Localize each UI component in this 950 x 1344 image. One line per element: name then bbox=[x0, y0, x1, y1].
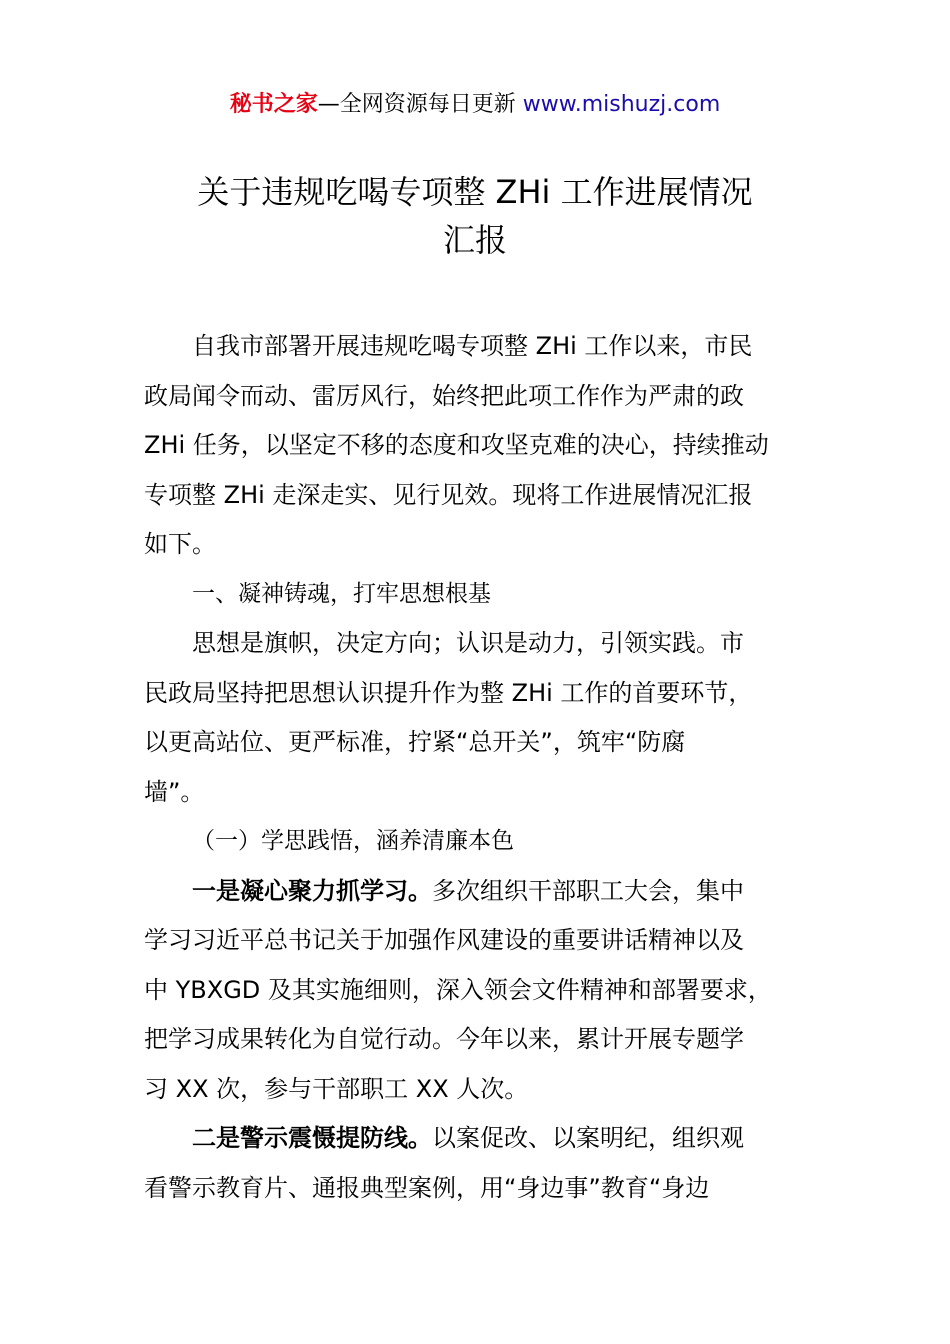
site-header bbox=[0, 88, 950, 122]
title-line-2: 汇报 bbox=[442, 221, 507, 259]
paragraph-line bbox=[144, 867, 808, 917]
text-run: 自我市部署开展违规吃喝专项整 ZHi 工作以来，市民 bbox=[192, 332, 753, 360]
heading-text: （一）学思践悟，涵养清廉本色 bbox=[192, 828, 514, 854]
text-run: 习 XX 次，参与干部职工 XX 人次。 bbox=[144, 1074, 529, 1103]
paragraph-line bbox=[144, 520, 808, 570]
paragraph-line bbox=[144, 916, 808, 966]
site-url-link[interactable]: www.mishuzj.com bbox=[522, 92, 721, 117]
paragraph-line bbox=[144, 619, 808, 669]
text-run: 以案促改、以案明纪，组织观 bbox=[432, 1124, 744, 1152]
text-run: 多次组织干部职工大会，集中 bbox=[432, 876, 744, 905]
site-tagline: —全网资源每日更新 bbox=[317, 92, 523, 117]
text-run: 专项整 ZHi 走深走实、见行见效。现将工作进展情况汇报 bbox=[144, 480, 753, 509]
subsection-heading-1 bbox=[144, 817, 808, 867]
paragraph-line bbox=[144, 718, 808, 768]
paragraph-line bbox=[144, 1114, 808, 1164]
paragraph-line bbox=[144, 1065, 808, 1115]
paragraph-line bbox=[144, 669, 808, 719]
paragraph-line bbox=[144, 372, 808, 422]
text-run: 看警示教育片、通报典型案例，用“身边事”教育“身边 bbox=[144, 1173, 710, 1202]
text-run: 把学习成果转化为自觉行动。今年以来，累计开展专题学 bbox=[144, 1025, 744, 1053]
paragraph-line bbox=[144, 966, 808, 1016]
text-run: 思想是旗帜，决定方向；认识是动力，引领实践。市 bbox=[192, 629, 744, 657]
paragraph-line bbox=[144, 1164, 808, 1214]
paragraph-line bbox=[144, 768, 808, 818]
text-run: 以更高站位、更严标准，拧紧“总开关”，筑牢“防腐 bbox=[144, 728, 686, 756]
paragraph-line bbox=[144, 471, 808, 521]
text-run: ZHi 任务，以坚定不移的态度和攻坚克难的决心，持续推动 bbox=[144, 431, 769, 459]
text-run: 政局闻令而动、雷厉风行，始终把此项工作作为严肃的政 bbox=[144, 381, 744, 410]
text-run: 中 YBXGD 及其实施细则，深入领会文件精神和部署要求， bbox=[144, 975, 772, 1004]
paragraph-line bbox=[144, 322, 808, 372]
bold-lead: 一是凝心聚力抓学习。 bbox=[192, 876, 432, 905]
text-run: 民政局坚持把思想认识提升作为整 ZHi 工作的首要环节， bbox=[144, 678, 753, 707]
paragraph-line bbox=[144, 1015, 808, 1065]
document-body bbox=[144, 322, 808, 1213]
text-run: 学习习近平总书记关于加强作风建设的重要讲话精神以及 bbox=[144, 926, 744, 954]
heading-text: 一、凝神铸魂，打牢思想根基 bbox=[192, 580, 491, 607]
section-heading-1 bbox=[144, 570, 808, 620]
site-brand: 秘书之家 bbox=[229, 92, 318, 117]
title-line-1: 关于违规吃喝专项整 ZHi 工作进展情况 bbox=[197, 173, 753, 211]
text-run: 如下。 bbox=[144, 530, 216, 558]
document-title bbox=[0, 168, 950, 264]
bold-lead: 二是警示震慑提防线。 bbox=[192, 1124, 432, 1152]
text-run: 墙”。 bbox=[144, 777, 205, 806]
paragraph-line bbox=[144, 421, 808, 471]
